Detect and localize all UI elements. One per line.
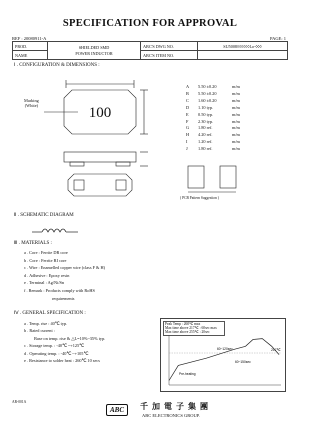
dimension-key: G (186, 125, 190, 131)
dwg-label: ABC'S DWG NO. (141, 42, 198, 51)
label-60-120: 60~120sec (217, 347, 233, 351)
dimension-value: 1.10 typ. (198, 104, 214, 110)
materials-list (24, 249, 105, 302)
dimension-unit: m/m (232, 111, 240, 117)
form-code: AR-001A (12, 400, 27, 404)
dimension-row-j (186, 146, 240, 153)
dimension-row-i (186, 139, 240, 146)
material-item: a . Core : Ferrite DR core (24, 250, 68, 255)
dimension-unit: m/m (232, 132, 240, 138)
label-60-150: 60~150sec (235, 360, 251, 364)
dimension-row-h (186, 132, 240, 139)
dimension-unit: m/m (232, 97, 240, 103)
dimension-value: 1.20 ref. (198, 139, 213, 145)
general-spec-item: e . Resistance to solder heat : 260℃ 10 secs (24, 358, 100, 364)
inductor-drawing (44, 76, 164, 198)
dimension-key: E (186, 111, 189, 117)
pcb-pattern-drawing (182, 164, 242, 198)
rated-current-note: Base on temp. rise & △L=10%~35% typ. (34, 335, 106, 341)
dimension-row-b (186, 91, 240, 98)
dimension-value: 5.50 ±0.20 (198, 90, 217, 96)
material-item-continuation: requirements (52, 295, 75, 301)
dimension-value: 2.30 typ. (198, 118, 214, 124)
dimension-key: A (186, 84, 190, 89)
dimension-unit: m/m (232, 84, 240, 89)
legend-line: Peak Temp : 260℃ max (165, 322, 201, 326)
company-logo: ABC (106, 404, 128, 416)
reflow-chart (161, 319, 285, 391)
dimension-value: 4.20 ref. (198, 132, 213, 138)
name-label: NAME (13, 51, 48, 60)
item-value (198, 51, 288, 60)
material-item: d . Adhesive : Epoxy resin (24, 272, 70, 278)
product-name-1: SHIELDED SMD (78, 44, 110, 50)
reflow-chart-frame (160, 318, 286, 392)
dimension-unit: m/m (232, 118, 240, 124)
dimension-row-a (186, 84, 240, 91)
material-item: e . Terminal : Ag/Ni/Sn (24, 280, 65, 286)
dimension-unit: m/m (232, 139, 240, 145)
general-spec-item: d . Operating temp. : -40℃ ~+105℃ (24, 350, 89, 356)
dimension-row-f (186, 119, 240, 126)
dimension-key: B (186, 90, 189, 96)
section-schematic-heading: Ⅱ . SCHEMATIC DIAGRAM (14, 213, 74, 218)
dimension-value: 1.60 ±0.20 (198, 97, 217, 103)
dimension-key: F (186, 118, 189, 124)
company-name-cn: 千 加 電 子 集 團 (140, 402, 209, 411)
page-title: SPECIFICATION FOR APPROVAL (62, 18, 238, 29)
material-item: f . Remark : Products comply with RoHS (24, 287, 95, 293)
dimension-value: 1.80 ref. (198, 125, 213, 131)
dimension-key: C (186, 97, 189, 103)
dimension-value: 0.50 typ. (198, 111, 214, 117)
page-number: PAGE: 1 (270, 36, 286, 41)
label-217: 217℃ (271, 348, 281, 352)
reference-number: REF : 20080911-A (12, 36, 47, 41)
dimension-key: H (186, 132, 190, 138)
dimension-row-g (186, 125, 240, 132)
marking-label-line2: (White) (24, 103, 39, 108)
item-label: ABC'S ITEM NO. (141, 51, 198, 60)
marking-code: 100 (88, 105, 112, 121)
pcb-pattern-note: ( PCB Pattern Suggestion ) (180, 196, 219, 200)
dimension-row-e (186, 112, 240, 119)
company-name-en: ABC ELECTRONICS GROUP. (142, 413, 200, 418)
marking-label (24, 98, 39, 108)
schematic-coil-icon (30, 224, 90, 236)
dimension-key: I (186, 139, 188, 145)
dimension-unit: m/m (232, 90, 240, 96)
dimension-row-d (186, 105, 240, 112)
product-name-2: POWER INDUCTOR (75, 50, 113, 56)
dimensions-list (186, 84, 240, 153)
prod-label: PROD. (13, 42, 48, 51)
dimension-key: J (186, 146, 188, 152)
dimension-unit: m/m (232, 125, 240, 131)
material-item: b . Core : Ferrite RI core (24, 257, 67, 263)
section-materials-heading: Ⅲ . MATERIALS : (14, 241, 52, 246)
material-item: c . Wire : Enamelled copper wire (class F & H) (24, 265, 106, 271)
dwg-value: SU5008◊◊◊◊◊◊Lo-◊◊◊ (198, 42, 288, 51)
dimension-unit: m/m (232, 104, 240, 110)
section-config-heading: Ⅰ . CONFIGURATION & DIMENSIONS : (14, 63, 100, 68)
header-table (12, 41, 288, 60)
dimension-unit: m/m (232, 146, 240, 152)
product-name-cell (48, 42, 141, 60)
label-preheating: Pre-heating (179, 372, 196, 376)
legend-line: Max time above 217℃ : 60sec max (165, 326, 217, 331)
dimension-key: D (186, 104, 190, 110)
general-spec-list (24, 320, 105, 364)
section-general-heading: Ⅳ . GENERAL SPECIFICATION : (14, 311, 86, 316)
general-spec-item: b . Rated current : (24, 328, 55, 334)
dimension-value: 5.50 ±0.20 (198, 84, 217, 89)
dimension-value: 1.80 ref. (198, 146, 213, 152)
dimension-row-c (186, 98, 240, 105)
legend-line: Max time above 255℃ : 20sec (165, 330, 210, 335)
general-spec-item: c . Storage temp. : -40℃ ~+125℃ (24, 343, 84, 349)
general-spec-item: a . Temp. rise : 40℃ typ. (24, 321, 68, 326)
marking-label-line1: Marking (24, 98, 39, 103)
